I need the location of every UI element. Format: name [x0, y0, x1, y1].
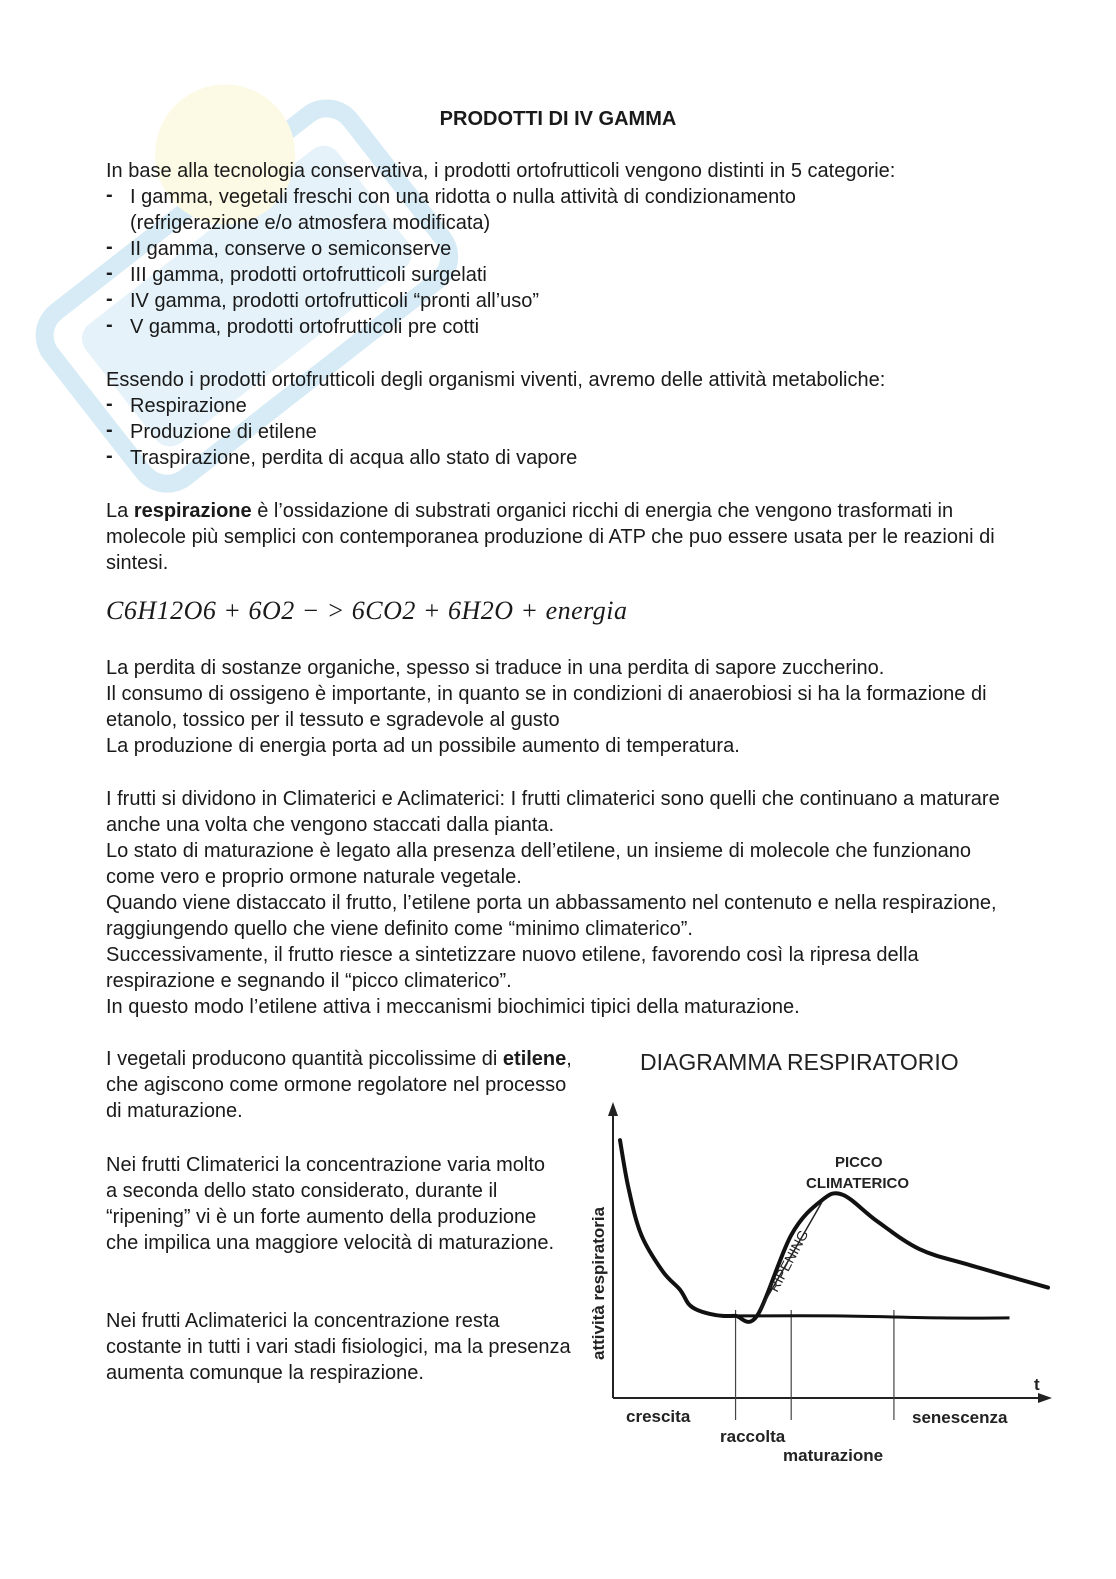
- page-title: PRODOTTI DI IV GAMMA: [439, 108, 677, 130]
- climacteric-curve: [620, 1140, 1048, 1322]
- peak-label-1: PICCO: [835, 1154, 883, 1171]
- list-item: - III gamma, prodotti ortofrutticoli surgelati: [106, 262, 1026, 288]
- aclimacteric-curve: [736, 1316, 1010, 1318]
- metabolic-list: [106, 393, 1026, 471]
- phase-label-senescenza: senescenza: [912, 1408, 1008, 1427]
- list-item: - I gamma, vegetali freschi con una ridotta o nulla attività di condizionamento (refrigerazione e/o atmosfera modificata): [106, 184, 890, 236]
- ethylene-term: etilene: [502, 1048, 567, 1070]
- phase-label-raccolta: raccolta: [720, 1427, 786, 1446]
- respiratory-diagram: [580, 1040, 1060, 1480]
- ripening-label: RIPENING: [765, 1227, 812, 1295]
- metabolic-intro: Essendo i prodotti ortofrutticoli degli organismi viventi, avremo delle attività metaboliche:: [106, 369, 886, 391]
- list-item: - Traspirazione, perdita di acqua allo stato di vapore: [106, 445, 1026, 471]
- aclimacteric-paragraph: Nei frutti Aclimaterici la concentrazione resta costante in tutti i vari stadi fisiologici, ma la presenza aumenta comunque la respirazione.: [106, 1310, 571, 1384]
- fruits-paragraph: [106, 786, 1006, 1020]
- list-item: - IV gamma, prodotti ortofrutticoli “pronti all’uso”: [106, 288, 1026, 314]
- list-item: - Respirazione: [106, 393, 1026, 419]
- climacteric-paragraph: Nei frutti Climaterici la concentrazione varia molto a seconda dello stato considerato, durante il “ripening” vi è un forte aumento della produzione che impilica una maggiore velocità di maturazione.: [106, 1154, 555, 1254]
- list-item: - Produzione di etilene: [106, 419, 1026, 445]
- x-axis-arrow: [1038, 1393, 1052, 1403]
- x-axis-label: t: [1034, 1375, 1040, 1394]
- loss-paragraph: [106, 655, 1011, 759]
- ethylene-text: , che agiscono come ormone regolatore nel processo di maturazione.: [106, 1048, 572, 1122]
- fruits-line: I frutti si dividono in Climaterici e Aclimaterici: I frutti climaterici sono quelli che continuano a maturare anche una volta che vengono staccati dalla pianta.: [106, 788, 1000, 836]
- loss-line: Il consumo di ossigeno è importante, in quanto se in condizioni di anaerobiosi si ha la formazione di etanolo, tossico per il tessuto e sgradevole al gusto: [106, 683, 987, 731]
- peak-label-2: CLIMATERICO: [806, 1175, 910, 1192]
- ethylene-lead: I vegetali producono quantità piccolissime di: [106, 1048, 498, 1070]
- categories-list: [106, 184, 1026, 340]
- fruits-line: Quando viene distaccato il frutto, l’etilene porta un abbassamento nel contenuto e nella respirazione, raggiungendo quello che viene definito come “minimo climaterico”.: [106, 892, 997, 940]
- phase-label-maturazione: maturazione: [783, 1446, 884, 1465]
- fruits-line: Successivamente, il frutto riesce a sintetizzare nuovo etilene, favorendo così la ripresa della respirazione e segnando il “picco climaterico”.: [106, 944, 919, 992]
- fruits-line: Lo stato di maturazione è legato alla presenza dell’etilene, un insieme di molecole che funzionano come vero e proprio ormone naturale vegetale.: [106, 840, 971, 888]
- respiration-paragraph: [106, 498, 1011, 576]
- list-item: - V gamma, prodotti ortofrutticoli pre cotti: [106, 314, 1026, 340]
- respiration-term: respirazione: [133, 500, 252, 522]
- list-item: - II gamma, conserve o semiconserve: [106, 236, 1026, 262]
- ethylene-paragraph: [106, 1046, 576, 1124]
- y-axis-arrow: [608, 1102, 618, 1116]
- categories-intro: In base alla tecnologia conservativa, i prodotti ortofrutticoli vengono distinti in 5 categorie:: [106, 160, 896, 182]
- fruits-line: In questo modo l’etilene attiva i meccanismi biochimici tipici della maturazione.: [106, 996, 800, 1018]
- chart-title: DIAGRAMMA RESPIRATORIO: [640, 1049, 959, 1075]
- y-axis-label: attività respiratoria: [589, 1206, 608, 1360]
- respiration-text: è l’ossidazione di substrati organici ricchi di energia che vengono trasformati in molecole più semplici con contemporanea produzione di ATP che puo essere usata per le reazioni di sintesi.: [106, 500, 995, 574]
- loss-line: La produzione di energia porta ad un possibile aumento di temperatura.: [106, 735, 740, 757]
- respiration-lead: La: [106, 500, 129, 522]
- loss-line: La perdita di sostanze organiche, spesso si traduce in una perdita di sapore zuccherino.: [106, 657, 885, 679]
- phase-label-crescita: crescita: [626, 1407, 691, 1426]
- respiration-formula: C6H12O6 + 6O2 − > 6CO2 + 6H2O + energia: [106, 596, 628, 625]
